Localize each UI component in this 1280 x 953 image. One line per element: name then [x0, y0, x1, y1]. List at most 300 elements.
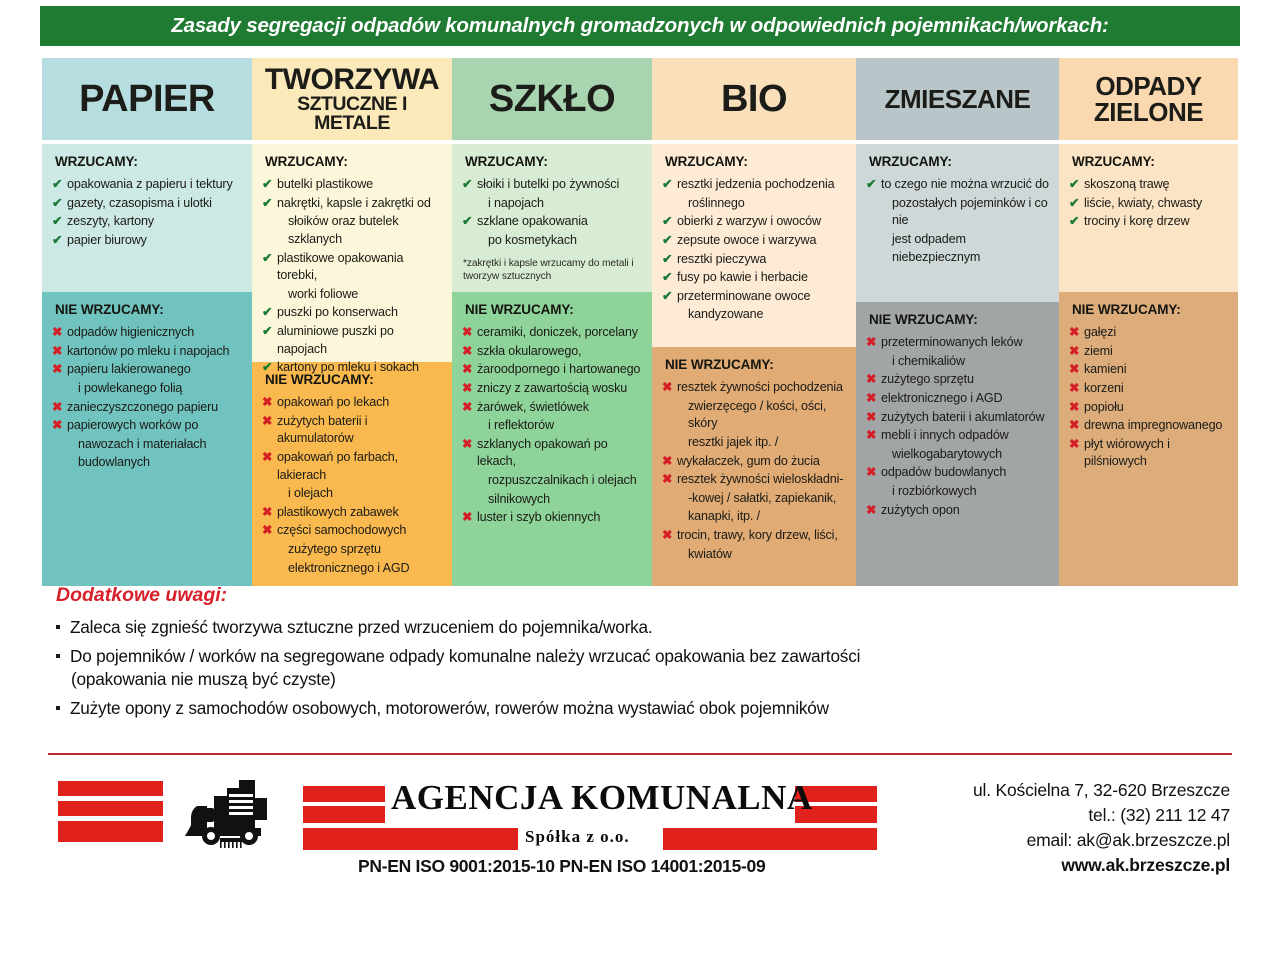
panel-accept-szklo: [452, 144, 652, 292]
list-item: [1069, 417, 1230, 435]
reject-label: NIE WRZUCAMY:: [869, 312, 978, 327]
list-item: [1069, 380, 1230, 398]
list-item: [462, 361, 644, 379]
waste-category-columns: [42, 58, 1238, 575]
cross-icon: ✖: [662, 472, 673, 487]
item-text: elektronicznego i AGD: [881, 390, 1003, 405]
item-text: zwierzęcego / kości, ości, skóry: [688, 398, 827, 431]
list-item: [866, 409, 1051, 427]
item-text: resztki jajek itp. /: [688, 434, 779, 449]
panel-reject-zmieszane: [856, 302, 1059, 586]
reject-label: NIE WRZUCAMY:: [665, 357, 774, 372]
item-text: plastikowe opakowania torebki,: [277, 250, 404, 283]
cross-icon: ✖: [52, 343, 63, 358]
column-header-bio: [652, 58, 856, 140]
column-header-zielone: [1059, 58, 1238, 140]
item-text: zużytych opon: [881, 502, 960, 517]
list-item: [262, 449, 444, 484]
list-item-continuation: [662, 508, 848, 526]
item-text: resztek żywności pochodzenia: [677, 380, 843, 394]
list-item-continuation: [462, 472, 644, 490]
list-item-continuation: [866, 195, 1051, 230]
logo-bars-left: [58, 781, 163, 842]
list-item: [662, 471, 848, 489]
list-item: [52, 324, 244, 342]
column-papier: [42, 58, 252, 586]
item-text: szkła okularowego,: [477, 343, 582, 358]
cross-icon: ✖: [52, 418, 63, 433]
check-icon: ✔: [262, 195, 273, 210]
list-item: [1069, 361, 1230, 379]
cross-icon: ✖: [866, 465, 877, 480]
list-item-continuation: [866, 483, 1051, 501]
item-text: jest odpadem niebezpiecznym: [892, 231, 981, 264]
note-item: [56, 645, 1236, 690]
list-item: [262, 250, 444, 285]
item-text: kamieni: [1084, 362, 1127, 377]
accept-label: WRZUCAMY:: [465, 154, 548, 169]
cross-icon: ✖: [262, 413, 273, 428]
check-icon: ✔: [52, 232, 63, 247]
column-title-zielone-line2: ZIELONE: [1093, 97, 1204, 127]
item-text: opakowań po farbach, lakierach: [277, 449, 398, 482]
item-text: nawozach i materiałach: [78, 436, 207, 451]
bullet-square-icon: [56, 625, 60, 629]
item-text: gałęzi: [1084, 325, 1117, 339]
item-text: i chemikaliów: [892, 353, 965, 368]
column-tworzywa: [252, 58, 452, 586]
item-text: liście, kwiaty, chwasty: [1084, 195, 1203, 210]
item-text: resztek żywności wieloskładni-: [677, 472, 844, 487]
list-item: [866, 390, 1051, 408]
company-legal-form: Spółka z o.o.: [525, 827, 630, 846]
list-item: [662, 288, 848, 306]
check-icon: ✔: [1069, 214, 1080, 229]
list-item: [462, 213, 644, 231]
reject-list-zmieszane: [866, 334, 1051, 519]
item-text: budowlanych: [78, 455, 150, 470]
list-item: [866, 427, 1051, 445]
item-text: nakrętki, kapsle i zakrętki od: [277, 195, 431, 210]
check-icon: ✔: [1069, 195, 1080, 210]
list-item: [866, 334, 1051, 352]
column-title-tworzywa-line1: TWORZYWA: [264, 62, 440, 96]
logo-bar: [303, 828, 518, 850]
cross-icon: ✖: [662, 528, 673, 542]
item-text: trociny i korę drzew: [1084, 214, 1190, 229]
contact-email: email: ak@ak.brzeszcze.pl: [1026, 829, 1230, 850]
check-icon: ✔: [662, 270, 673, 285]
contact-address: ul. Kościelna 7, 32-620 Brzeszcze: [972, 780, 1230, 800]
reject-label: NIE WRZUCAMY:: [465, 302, 574, 317]
note-text: Zaleca się zgnieść tworzywa sztuczne przed wrzuceniem do pojemnika/worka.: [70, 617, 653, 637]
item-text: i olejach: [288, 486, 333, 501]
column-title-papier: PAPIER: [79, 78, 215, 120]
cross-icon: ✖: [1069, 418, 1080, 433]
cross-icon: ✖: [866, 372, 877, 387]
item-text: i reflektorów: [488, 418, 554, 433]
check-icon: ✔: [462, 177, 473, 191]
panel-accept-zielone: [1059, 144, 1238, 292]
check-icon: ✔: [52, 214, 63, 229]
column-szklo: [452, 58, 652, 586]
column-title-zmieszane: ZMIESZANE: [884, 84, 1031, 114]
list-item-continuation: [866, 231, 1051, 266]
item-text: wykałaczek, gum do żucia: [677, 453, 820, 468]
column-title-bio: BIO: [720, 78, 788, 120]
item-text: resztki jedzenia pochodzenia: [677, 177, 835, 191]
cross-icon: ✖: [1069, 362, 1080, 377]
glass-footnote: *zakrętki i kapsle wrzucamy do metali i tworzyw sztucznych: [463, 257, 634, 282]
item-text: zużytych baterii i akumlatorów: [881, 409, 1045, 424]
list-item-continuation: [662, 195, 848, 213]
item-text: zeszyty, kartony: [67, 214, 154, 229]
list-item: [1069, 195, 1230, 213]
list-item-continuation: [262, 485, 444, 503]
accept-list-zmieszane: [866, 176, 1051, 266]
check-icon: ✔: [462, 214, 473, 229]
panel-reject-tworzywa: [252, 362, 452, 586]
column-header-tworzywa: [252, 58, 452, 140]
cross-icon: ✖: [866, 502, 877, 517]
check-icon: ✔: [52, 195, 63, 210]
item-text: butelki plastikowe: [277, 177, 374, 191]
item-text: roślinnego: [688, 195, 745, 210]
list-item: [662, 453, 848, 471]
list-item-continuation: [52, 454, 244, 472]
item-text: płyt wiórowych i pilśniowych: [1084, 436, 1170, 469]
list-item: [52, 232, 244, 250]
list-item: [866, 371, 1051, 389]
contact-website[interactable]: www.ak.brzeszcze.pl: [1061, 854, 1230, 875]
item-text: zużytego sprzętu: [288, 542, 381, 556]
cross-icon: ✖: [866, 428, 877, 443]
cross-icon: ✖: [462, 510, 473, 525]
iso-certifications: PN-EN ISO 9001:2015-10 PN-EN ISO 14001:2015-09: [358, 856, 766, 876]
accept-label: WRZUCAMY:: [55, 154, 138, 169]
list-item-continuation: [462, 232, 644, 250]
list-item: [52, 399, 244, 417]
list-item: [262, 176, 444, 194]
list-item-continuation: [462, 195, 644, 213]
item-text: obierki z warzyw i owoców: [677, 214, 821, 229]
list-item: [52, 361, 244, 379]
list-item: [662, 379, 848, 397]
item-text: i powlekanego folią: [78, 380, 183, 395]
column-header-papier: [42, 58, 252, 140]
poster-title: Zasady segregacji odpadów komunalnych gromadzonych w odpowiednich pojemnikach/workach:: [171, 14, 1109, 37]
list-item-continuation: [662, 546, 848, 564]
list-item-continuation: [866, 353, 1051, 371]
item-text: -kowej / sałatki, zapiekanik,: [688, 490, 837, 505]
accept-label: WRZUCAMY:: [869, 154, 952, 169]
panel-reject-szklo: [452, 292, 652, 586]
item-text: plastikowych zabawek: [277, 504, 399, 519]
list-item-continuation: [262, 286, 444, 304]
list-item: [1069, 176, 1230, 194]
column-header-szklo: [452, 58, 652, 140]
check-icon: ✔: [866, 177, 877, 191]
list-item: [52, 176, 244, 194]
accept-list-tworzywa: [262, 176, 444, 377]
cross-icon: ✖: [52, 325, 63, 339]
check-icon: ✔: [262, 305, 273, 320]
list-item: [262, 413, 444, 448]
note-text: Do pojemników / worków na segregowane odpady komunalne należy wrzucać opakowania bez zawartości: [70, 646, 861, 667]
cross-icon: ✖: [866, 409, 877, 424]
item-text: zużytych baterii i akumulatorów: [277, 413, 368, 446]
cross-icon: ✖: [1069, 436, 1080, 451]
logo-bar: [58, 781, 163, 796]
list-item: [52, 417, 244, 435]
reject-label: NIE WRZUCAMY:: [265, 372, 374, 387]
check-icon: ✔: [262, 324, 273, 338]
check-icon: ✔: [52, 177, 63, 191]
list-item-continuation: [462, 417, 644, 435]
cross-icon: ✖: [262, 449, 273, 464]
reject-list-papier: [52, 324, 244, 472]
accept-label: WRZUCAMY:: [265, 154, 348, 169]
list-item: [262, 323, 444, 358]
list-item: [462, 436, 644, 471]
item-text: zepsute owoce i warzywa: [677, 232, 817, 247]
check-icon: ✔: [662, 232, 673, 247]
column-title-szklo: SZKŁO: [488, 78, 616, 120]
list-item: [462, 399, 644, 417]
cross-icon: ✖: [52, 399, 63, 414]
accept-label: WRZUCAMY:: [665, 154, 748, 169]
list-item-continuation: [462, 491, 644, 509]
item-text: papierowych worków po: [67, 418, 199, 433]
cross-icon: ✖: [462, 362, 473, 377]
list-item-continuation: [662, 398, 848, 433]
item-text: mebli i innych odpadów: [881, 428, 1009, 443]
column-title-zielone-line1: ODPADY: [1095, 71, 1202, 101]
list-item: [662, 232, 848, 250]
bullet-square-icon: [56, 706, 60, 710]
item-text: fusy po kawie i herbacie: [677, 270, 808, 285]
list-item-continuation: [262, 560, 444, 578]
item-text: części samochodowych: [277, 523, 407, 538]
list-item: [866, 502, 1051, 520]
cross-icon: ✖: [462, 399, 473, 414]
cross-icon: ✖: [462, 380, 473, 395]
list-item-continuation: [662, 306, 848, 324]
cross-icon: ✖: [1069, 399, 1080, 414]
check-icon: ✔: [662, 251, 673, 266]
item-text: luster i szyb okiennych: [477, 510, 601, 525]
accept-list-szklo: [462, 176, 644, 250]
item-text: i napojach: [488, 195, 544, 210]
logo-bar: [303, 786, 385, 802]
check-icon: ✔: [662, 214, 673, 229]
list-item: [52, 213, 244, 231]
cross-icon: ✖: [462, 325, 473, 339]
poster-title-banner: [40, 6, 1240, 46]
logo-bar: [58, 801, 163, 816]
contact-info: [810, 778, 1230, 877]
item-text: i rozbiórkowych: [892, 484, 977, 498]
item-text: żaroodpornego i hartowanego: [477, 362, 641, 377]
reject-list-szklo: [462, 324, 644, 527]
panel-accept-tworzywa: [252, 144, 452, 375]
note-item: [56, 616, 1236, 638]
item-text: przeterminowane owoce: [677, 288, 811, 303]
cross-icon: ✖: [1069, 325, 1080, 339]
cross-icon: ✖: [1069, 343, 1080, 358]
check-icon: ✔: [262, 360, 273, 375]
item-text: ziemi: [1084, 343, 1113, 358]
panel-accept-bio: [652, 144, 856, 347]
item-text: worki foliowe: [288, 286, 359, 301]
accept-label: WRZUCAMY:: [1072, 154, 1155, 169]
list-item: [262, 394, 444, 412]
item-text: zniczy z zawartością wosku: [477, 380, 628, 395]
accept-list-zielone: [1069, 176, 1230, 231]
item-text: zanieczyszczonego papieru: [67, 399, 218, 414]
panel-accept-zmieszane: [856, 144, 1059, 302]
item-text: szklane opakowania: [477, 214, 588, 229]
list-item: [1069, 324, 1230, 342]
reject-label: NIE WRZUCAMY:: [55, 302, 164, 317]
list-item: [1069, 436, 1230, 471]
list-item: [462, 343, 644, 361]
list-item: [662, 213, 848, 231]
column-header-zmieszane: [856, 58, 1059, 140]
item-text: słoiki i butelki po żywności: [477, 177, 620, 191]
list-item: [1069, 213, 1230, 231]
item-text: pozostałych pojeminków i co nie: [892, 195, 1048, 228]
accept-list-papier: [52, 176, 244, 250]
cross-icon: ✖: [662, 453, 673, 468]
item-text: aluminiowe puszki po napojach: [277, 324, 394, 356]
item-text: słoików oraz butelek szklanych: [288, 214, 399, 246]
cross-icon: ✖: [1069, 380, 1080, 395]
cross-icon: ✖: [462, 436, 473, 451]
list-item: [462, 380, 644, 398]
item-text: kanapki, itp. /: [688, 509, 760, 524]
list-item-continuation: [52, 380, 244, 398]
item-text: odpadów budowlanych: [881, 465, 1007, 480]
list-item-continuation: [866, 446, 1051, 464]
additional-notes-title: Dodatkowe uwagi:: [56, 584, 228, 606]
item-text: to czego nie można wrzucić do: [881, 177, 1049, 191]
list-item: [1069, 399, 1230, 417]
cross-icon: ✖: [462, 343, 473, 358]
list-item: [462, 176, 644, 194]
cross-icon: ✖: [866, 390, 877, 405]
reject-label: NIE WRZUCAMY:: [1072, 302, 1181, 317]
item-text: gazety, czasopisma i ulotki: [67, 195, 212, 210]
item-text: opakowania z papieru i tektury: [67, 177, 233, 191]
item-text: ceramiki, doniczek, porcelany: [477, 325, 638, 339]
item-text: szklanych opakowań po lekach,: [477, 436, 608, 469]
item-text: puszki po konserwach: [277, 305, 398, 320]
item-text: elektronicznego i AGD: [288, 560, 410, 575]
list-item: [262, 522, 444, 540]
item-text: korzeni: [1084, 380, 1124, 395]
additional-notes-section: [56, 584, 1236, 726]
item-text: kwiatów: [688, 546, 732, 561]
check-icon: ✔: [1069, 177, 1080, 191]
item-text: silnikowych: [488, 491, 551, 506]
check-icon: ✔: [662, 288, 673, 303]
logo-bar: [58, 821, 163, 842]
list-item-continuation: [262, 213, 444, 248]
list-item: [462, 324, 644, 342]
cross-icon: ✖: [52, 362, 63, 377]
list-item: [52, 343, 244, 361]
list-item: [866, 176, 1051, 194]
panel-accept-papier: [42, 144, 252, 292]
list-item-continuation: [262, 541, 444, 559]
check-icon: ✔: [662, 177, 673, 191]
column-zmieszane: [856, 58, 1059, 586]
list-item: [662, 176, 848, 194]
list-item: [662, 527, 848, 545]
column-title-tworzywa-line2: SZTUCZNE I METALE: [297, 92, 407, 134]
item-text: resztki pieczywa: [677, 251, 767, 266]
reject-list-zielone: [1069, 324, 1230, 471]
item-text: skoszoną trawę: [1084, 177, 1170, 191]
item-text: drewna impregnowanego: [1084, 418, 1223, 433]
bullet-square-icon: [56, 654, 60, 658]
item-text: po kosmetykach: [488, 232, 577, 247]
cross-icon: ✖: [662, 380, 673, 394]
item-text: zużytego sprzętu: [881, 372, 974, 387]
list-item: [262, 504, 444, 522]
additional-notes-list: [56, 616, 1236, 719]
list-item: [262, 304, 444, 322]
reject-list-bio: [662, 379, 848, 563]
list-item: [1069, 343, 1230, 361]
item-text: przeterminowanych leków: [881, 335, 1023, 349]
cross-icon: ✖: [262, 523, 273, 538]
list-item-continuation: [52, 436, 244, 454]
list-item: [262, 359, 444, 377]
list-item-continuation: [662, 434, 848, 452]
item-text: kartony po mleku i sokach: [277, 360, 419, 375]
item-text: rozpuszczalnikach i olejach: [488, 473, 637, 487]
garbage-truck-icon: [173, 778, 283, 850]
item-text: popiołu: [1084, 399, 1124, 414]
item-text: kartonów po mleku i napojach: [67, 343, 230, 358]
item-text: opakowań po lekach: [277, 395, 390, 409]
cross-icon: ✖: [262, 395, 273, 409]
column-bio: [652, 58, 856, 586]
item-text: kandyzowane: [688, 307, 764, 322]
reject-list-tworzywa: [262, 394, 444, 577]
item-text: papier biurowy: [67, 232, 147, 247]
note-text: Zużyte opony z samochodów osobowych, motorowerów, rowerów można wystawiać obok pojemników: [70, 698, 829, 719]
logo-bar: [303, 806, 385, 823]
check-icon: ✔: [262, 250, 273, 265]
list-item: [52, 195, 244, 213]
item-text: żarówek, świetlówek: [477, 399, 589, 414]
cross-icon: ✖: [262, 504, 273, 519]
contact-phone: tel.: (32) 211 12 47: [1088, 804, 1230, 825]
accept-list-bio: [662, 176, 848, 324]
note-text-line2: (opakowania nie muszą być czyste): [71, 668, 336, 689]
list-item: [462, 509, 644, 527]
cross-icon: ✖: [866, 335, 877, 349]
note-item: [56, 697, 1236, 719]
panel-reject-papier: [42, 292, 252, 586]
item-text: odpadów higienicznych: [67, 325, 195, 339]
list-item: [662, 251, 848, 269]
item-text: papieru lakierowanego: [67, 362, 191, 377]
item-text: wielkogabarytowych: [892, 446, 1002, 461]
